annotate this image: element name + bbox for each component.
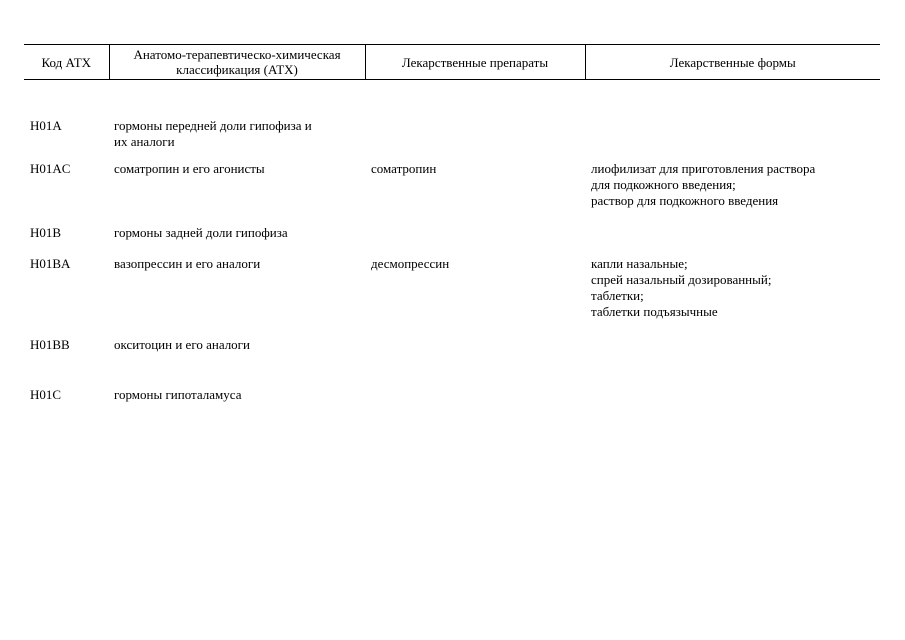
table-body bbox=[24, 80, 880, 417]
atc-code-cell: H01BB bbox=[30, 336, 70, 352]
atc-classification-cell: вазопрессин и его аналоги bbox=[114, 255, 261, 271]
atc-code-cell: H01B bbox=[30, 224, 62, 240]
atc-code-cell: H01BA bbox=[30, 255, 71, 271]
atc-classification-cell: гормоны задней доли гипофиза bbox=[114, 224, 288, 240]
dosage-forms-cell bbox=[585, 387, 880, 417]
table-row bbox=[24, 387, 880, 417]
header-dosage-forms: Лекарственные формы bbox=[585, 45, 880, 80]
drug-cell bbox=[365, 225, 585, 256]
drug-cell bbox=[365, 387, 585, 417]
drug-cell: соматропин bbox=[371, 160, 437, 176]
drug-cell bbox=[365, 337, 585, 387]
atc-classification-cell: гормоны передней доли гипофиза и их аналоги bbox=[114, 117, 312, 149]
drug-cell bbox=[365, 118, 585, 161]
atc-classification-cell: соматропин и его агонисты bbox=[114, 160, 265, 176]
table-row bbox=[24, 256, 880, 337]
drug-cell: десмопрессин bbox=[371, 255, 450, 271]
dosage-forms-cell bbox=[585, 118, 880, 161]
table-spacer bbox=[24, 80, 880, 118]
atc-classification-cell: окситоцин и его аналоги bbox=[114, 336, 250, 352]
header-row bbox=[24, 45, 880, 80]
table-row bbox=[24, 225, 880, 256]
header-atc-classification: Анатомо-терапевтическо-химическая классификация (АТХ) bbox=[109, 45, 365, 80]
table-header bbox=[24, 45, 880, 80]
table-row bbox=[24, 118, 880, 161]
table-row bbox=[24, 161, 880, 225]
atc-drug-table bbox=[24, 44, 880, 417]
atc-classification-cell: гормоны гипоталамуса bbox=[114, 386, 242, 402]
header-drugs: Лекарственные препараты bbox=[365, 45, 585, 80]
header-atc-code: Код АТХ bbox=[24, 45, 109, 80]
dosage-forms-cell bbox=[585, 225, 880, 256]
dosage-forms-cell: лиофилизат для приготовления раствора для подкожного введения; раствор для подкожного введения bbox=[591, 160, 816, 208]
table-row bbox=[24, 337, 880, 387]
atc-code-cell: H01AC bbox=[30, 160, 71, 176]
atc-code-cell: H01C bbox=[30, 386, 62, 402]
dosage-forms-cell bbox=[585, 337, 880, 387]
dosage-forms-cell: капли назальные; спрей назальный дозированный; таблетки; таблетки подъязычные bbox=[591, 255, 772, 319]
atc-code-cell: H01A bbox=[30, 117, 62, 133]
